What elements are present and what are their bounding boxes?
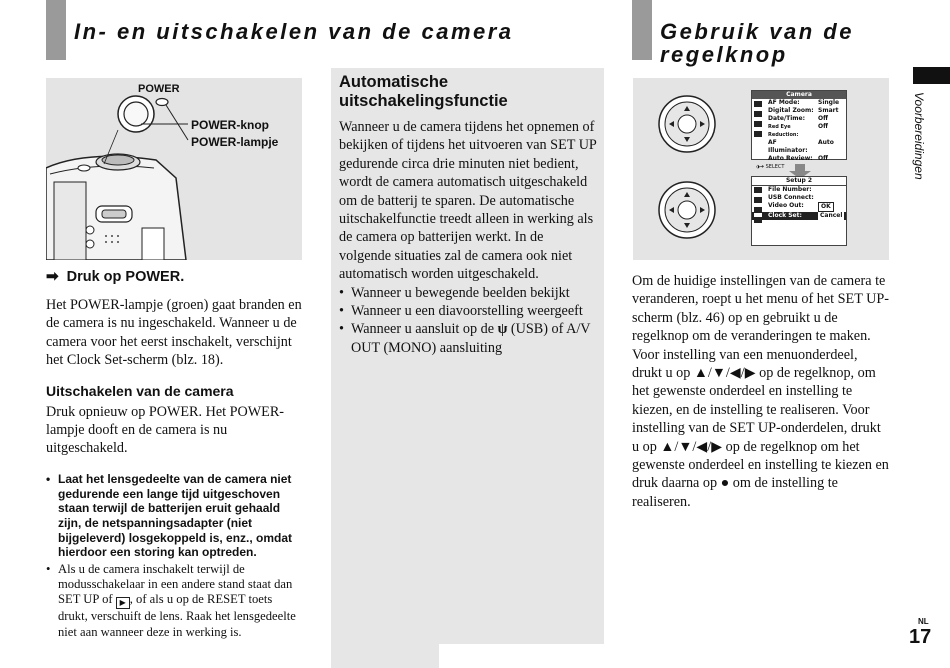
menu-row: AF Mode: Single [768,99,840,106]
camera-top-figure [46,78,302,260]
camera-menu-screen [751,90,847,170]
power-label: POWER [138,83,180,95]
control-button-figure [633,78,889,260]
note-item [46,562,304,640]
usb-text-after: (USB) of A/V OUT (MONO) aansluiting [351,321,591,356]
note-text-before: Als u de camera inschakelt terwijl de modusschakelaar in een andere stand staat dan SET UP of [58,562,293,607]
arrow-right-icon: ➡ [46,268,59,285]
warning-text: Laat het lensgedeelte van de camera niet gedurende een lange tijd uitgeschoven staan terwijl de batterijen eruit gehaald zijn, de netspanningsadapter (niet bijgeleverd) losgekoppeld is, enz., omdat hierdoor een storing kan optreden. [58,471,293,560]
off-paragraph: Druk opnieuw op POWER. Het POWER-lampje dooft en de camera is nu uitgeschakeld. [46,403,285,457]
auto-power-off-exceptions [339,284,597,358]
page-number: 17 [909,626,932,648]
exception-item: • Wanneer u bewegende beelden bekijkt [339,284,597,302]
setup-menu-screen [751,176,847,246]
exception-item-usb [339,320,597,357]
section-tab-label: Voorbereidingen [912,92,926,180]
warning-item [46,472,304,560]
off-heading: Uitschakelen van de camera [46,382,234,399]
menu-row: Video Out: OK [752,202,846,212]
callout-power-button: POWER-knop [191,118,269,132]
setup-menu-header: Setup 2 [752,177,846,186]
menu-footer: ⬗➔ SELECT [756,164,785,170]
section-tab-marker [913,67,950,84]
camera-menu-header: Camera [752,91,846,99]
box-tab [331,644,439,668]
right-page-title: Gebruik van de regelknop [660,19,854,67]
auto-power-off-text: Wanneer u de camera tijdens het opnemen of bekijken of tijdens het uitvoeren van SET UP gedurende circa drie minuten niet bedient, wordt de camera automatisch uitgeschakeld om de batterij te sparen. De automatische uitschakelfunctie treedt alleen in werking als de camera op batterijen werkt. In de volgende situaties zal de camera ook niet automatisch worden uitgeschakeld. [339,119,597,283]
camera-illustration [46,78,302,260]
control-button-2 [659,182,715,238]
page-language: NL [918,617,929,626]
menu-row: USB Connect: [768,194,814,201]
menu-row-selected: Clock Set: Cancel [752,212,846,220]
usb-icon: ψ [497,321,508,338]
intro-paragraph: Het POWER-lampje (groen) gaat branden en de camera is nu ingeschakeld. Wanneer u de camera voor het eerst inschakelt, verschijnt het Clock Set-scherm (blz. 18). [46,297,302,369]
auto-power-off-heading: Automatische uitschakelingsfunctie [339,73,508,110]
menu-row: Date/Time: Off [768,115,828,122]
usb-text-before: Wanneer u aansluit op de [351,321,495,338]
menu-row: Auto Review: Off [768,155,828,162]
menu-row: File Number: [768,186,812,193]
step-text: Druk op POWER. [66,269,185,285]
menu-row: Red Eye Reduction: Off [768,123,828,138]
menu-row: AF Illuminator: Auto [768,139,834,154]
control-button-text: Om de huidige instellingen van de camera te veranderen, roept u het menu of het SET UP-scherm (blz. 46) op en gebruikt u de regelknop om de veranderingen te maken. Voor instelling van een menuonderdeel, drukt u op ▲/▼/◀/▶ op de regelknop, om het gewenste onderdeel en instelling te kiezen, en de instelling te realiseren. Voor instelling van de SET UP-onderdelen, drukt u op ▲/▼/◀/▶ op de regelknop om het gewenste onderdeel en instelling te kiezen en druk daarna op ● om de instelling te realiseren. [632,273,890,510]
callout-power-lamp: POWER-lampje [191,135,279,149]
menu-row: Digital Zoom: Smart [768,107,839,114]
menu-side-icons [754,187,762,227]
step-instruction [46,268,304,286]
left-header-block [46,0,66,60]
left-page-title: In- en uitschakelen van de camera [74,19,514,44]
playback-icon: ▶ [116,597,130,609]
menu-side-icons [754,101,762,141]
exception-item: • Wanneer u een diavoorstelling weergeeft [339,302,597,320]
control-button-1 [659,96,715,152]
note-text-after: , of als u op de RESET toets drukt, verschuift de lens. Raak het lensgedeelte niet aan wanneer deze in werking is. [58,592,296,639]
notes-list [46,472,304,640]
right-header-block [632,0,652,60]
